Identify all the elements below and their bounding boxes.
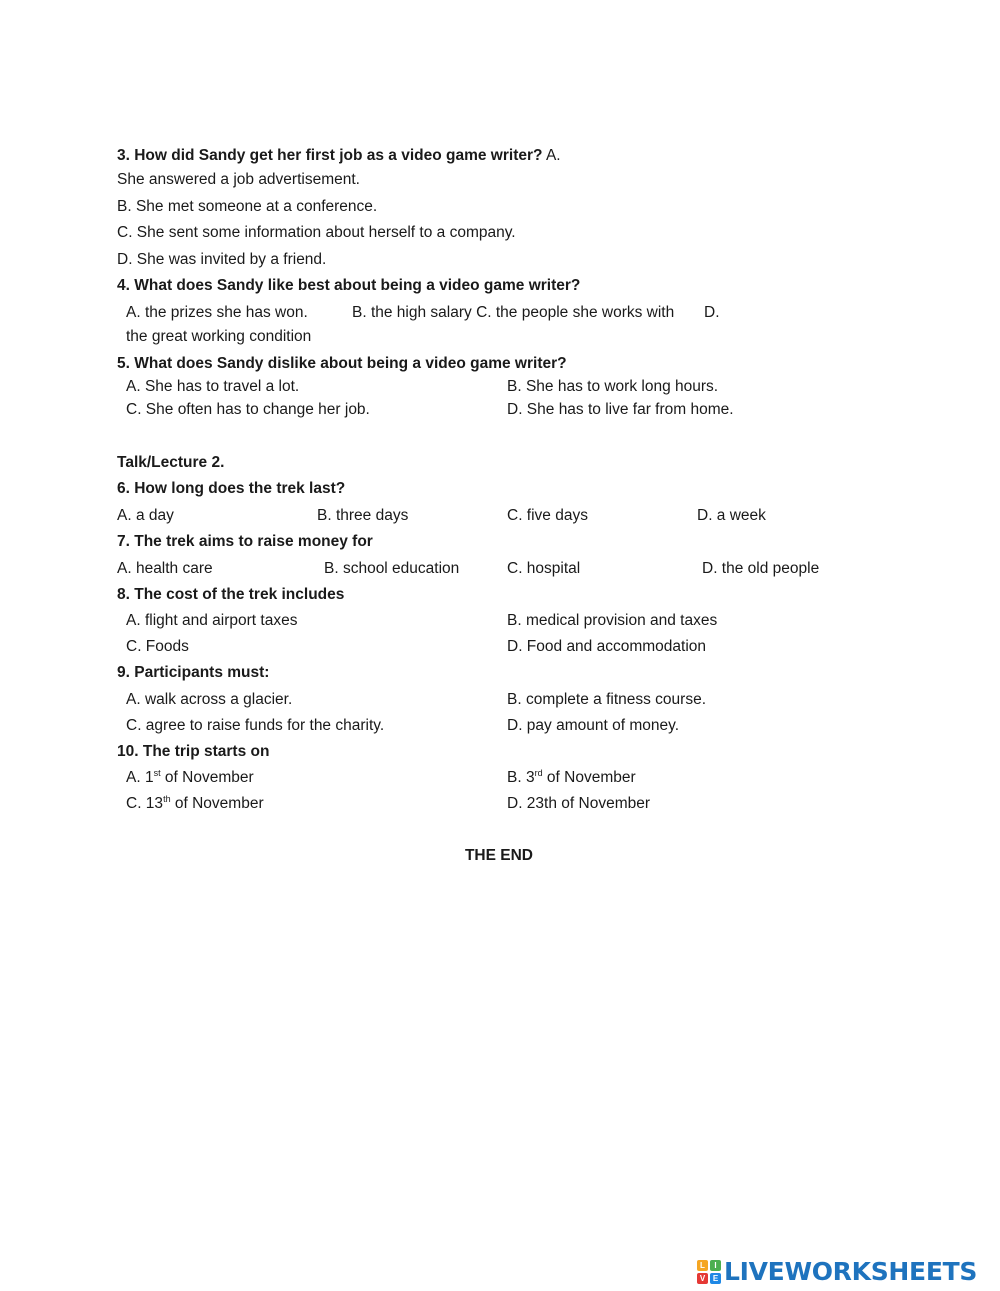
- q5-option-c: C. She often has to change her job.: [126, 401, 370, 418]
- q10-option-a: A. 1st of November: [126, 768, 254, 786]
- q5-question: 5. What does Sandy dislike about being a video game writer?: [117, 355, 567, 372]
- liveworksheets-logo: [697, 1258, 977, 1286]
- q6-option-d: D. a week: [697, 507, 766, 524]
- q10-option-b: B. 3rd of November: [507, 768, 636, 786]
- section-heading: Talk/Lecture 2.: [117, 454, 225, 471]
- q4-option-d-letter: D.: [704, 304, 720, 321]
- liveworksheets-logo-icon: [697, 1260, 721, 1284]
- q8-option-d: D. Food and accommodation: [507, 638, 707, 655]
- q3-option-c: C. She sent some information about herself to a company.: [117, 224, 516, 241]
- q8-option-c: C. Foods: [126, 638, 189, 655]
- q6-option-c: C. five days: [507, 507, 588, 524]
- q7-option-d: D. the old people: [702, 560, 820, 577]
- logo-tile-i: I: [710, 1260, 721, 1271]
- q9-question: 9. Participants must:: [117, 664, 270, 681]
- q10-option-c: C. 13th of November: [126, 794, 264, 812]
- the-end-footer: THE END: [464, 847, 534, 864]
- q8-question: 8. The cost of the trek includes: [117, 586, 345, 603]
- q4-option-a: A. the prizes she has won.: [126, 304, 308, 321]
- q3-question-line: [117, 146, 561, 166]
- q4-option-bc: B. the high salary C. the people she works with: [352, 304, 675, 321]
- q3-option-a-text: She answered a job advertisement.: [117, 171, 360, 188]
- q3-question: 3. How did Sandy get her first job as a video game writer?: [117, 147, 543, 164]
- q8-option-a: A. flight and airport taxes: [126, 612, 298, 629]
- liveworksheets-logo-text: LIVEWORKSHEETS: [724, 1257, 978, 1286]
- q6-option-b: B. three days: [317, 507, 409, 524]
- q4-question: 4. What does Sandy like best about being a video game writer?: [117, 277, 581, 294]
- q6-question: 6. How long does the trek last?: [117, 480, 346, 497]
- q3-option-d: D. She was invited by a friend.: [117, 251, 327, 268]
- q9-option-b: B. complete a fitness course.: [507, 691, 707, 708]
- q5-option-a: A. She has to travel a lot.: [126, 378, 300, 395]
- q9-option-a: A. walk across a glacier.: [126, 691, 293, 708]
- q6-option-a: A. a day: [117, 507, 174, 524]
- q5-option-d: D. She has to live far from home.: [507, 401, 734, 418]
- q4-option-d-text: the great working condition: [126, 328, 312, 345]
- q9-option-d: D. pay amount of money.: [507, 717, 680, 734]
- q5-option-b: B. She has to work long hours.: [507, 378, 719, 395]
- q9-option-c: C. agree to raise funds for the charity.: [126, 717, 385, 734]
- q7-option-a: A. health care: [117, 560, 213, 577]
- q7-option-b: B. school education: [324, 560, 460, 577]
- q8-option-b: B. medical provision and taxes: [507, 612, 718, 629]
- q3-option-a-letter: A.: [545, 147, 561, 164]
- q7-question: 7. The trek aims to raise money for: [117, 533, 373, 550]
- logo-tile-e: E: [710, 1273, 721, 1284]
- q10-option-d: D. 23th of November: [507, 795, 651, 812]
- logo-tile-v: V: [697, 1273, 708, 1284]
- q7-option-c: C. hospital: [507, 560, 581, 577]
- logo-tile-l: L: [697, 1260, 708, 1271]
- q10-question: 10. The trip starts on: [117, 743, 270, 760]
- q3-option-b: B. She met someone at a conference.: [117, 198, 378, 215]
